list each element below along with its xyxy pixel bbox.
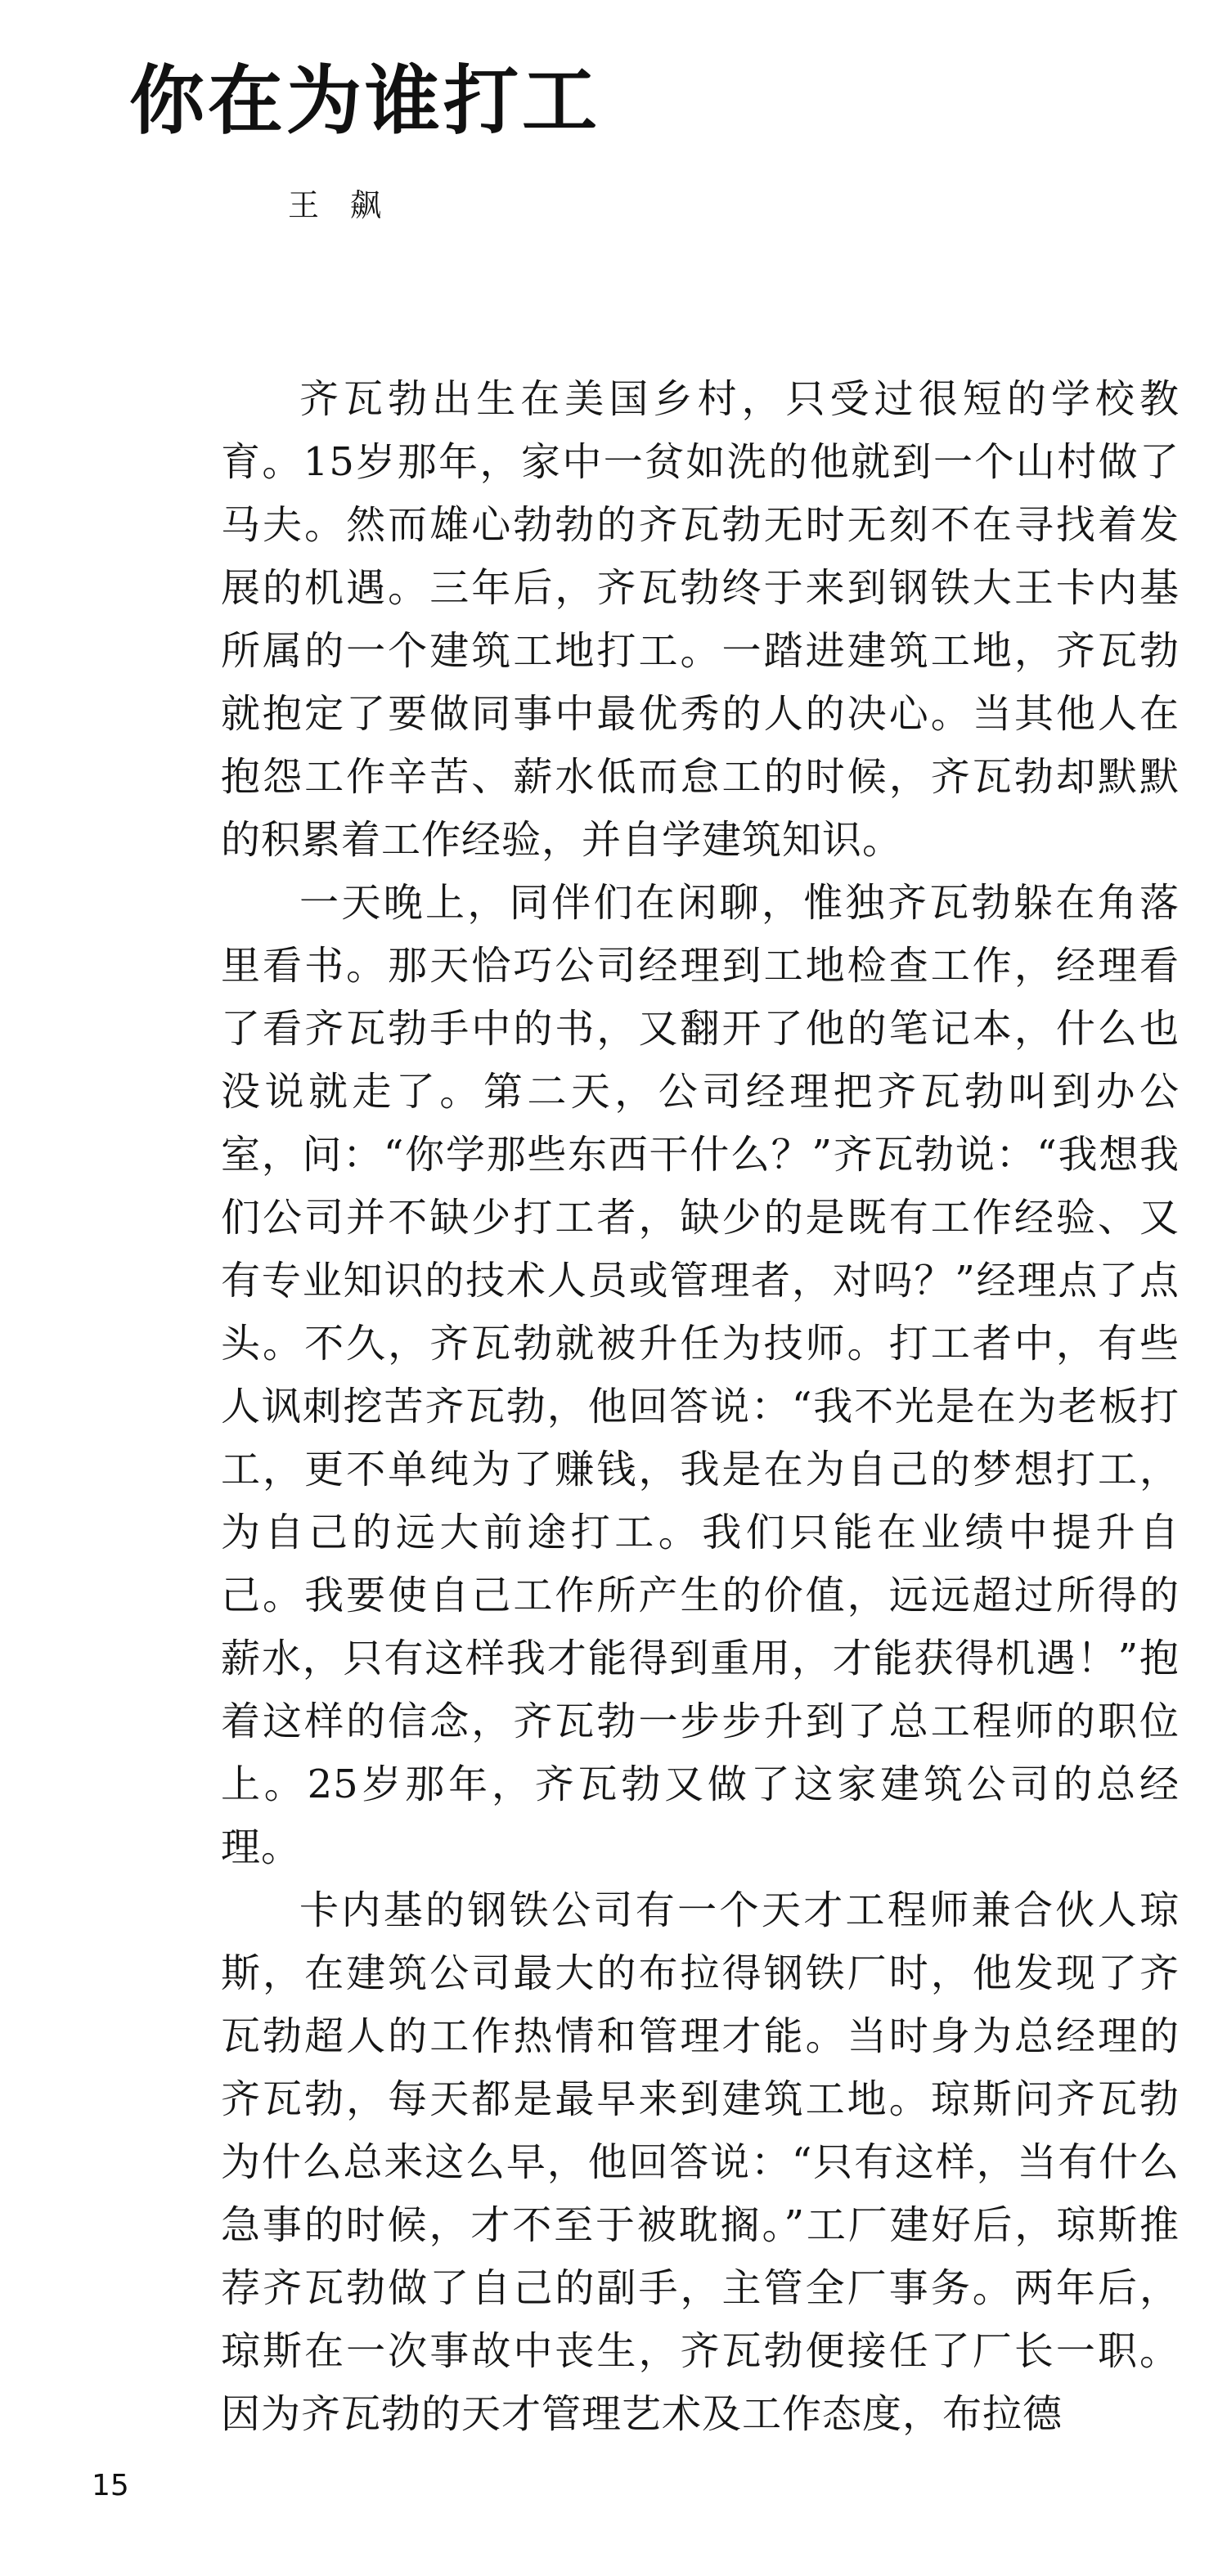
paragraph: 卡内基的钢铁公司有一个天才工程师兼合伙人琼斯，在建筑公司最大的布拉得钢铁厂时，他发现了齐瓦勃超人的工作热情和管理才能。当时身为总经理的齐瓦勃，每天都是最早来到建筑工地。琼斯问齐瓦勃为什么总来这么早，他回答说：“只有这样，当有什么急事的时候，才不至于被耽搁。”工厂建好后，琼斯推荐齐瓦勃做了自己的副手，主管全厂事务。两年后，琼斯在一次事故中丧生，齐瓦勃便接任了厂长一职。因为齐瓦勃的天才管理艺术及工作态度，布拉德 [221, 1887, 1180, 2437]
article-title: 你在为谁打工 [129, 57, 601, 145]
paragraph: 一天晚上，同伴们在闲聊，惟独齐瓦勃躲在角落里看书。那天恰巧公司经理到工地检查工作，经理看了看齐瓦勃手中的书，又翻开了他的笔记本，什么也没说就走了。第二天，公司经理把齐瓦勃叫到办公室，问：“你学那些东西干什么？”齐瓦勃说：“我想我们公司并不缺少打工者，缺少的是既有工作经验、又有专业知识的技术人员或管理者，对吗？”经理点了点头。不久，齐瓦勃就被升任为技师。打工者中，有些人讽刺挖苦齐瓦勃，他回答说：“我不光是在为老板打工，更不单纯为了赚钱，我是在为自己的梦想打工，为自己的远大前途打工。我们只能在业绩中提升自己。我要使自己工作所产生的价值，远远超过所得的薪水，只有这样我才能得到重用，才能获得机遇！”抱着这样的信念，齐瓦勃一步步升到了总工程师的职位上。25岁那年，齐瓦勃又做了这家建筑公司的总经理。 [221, 880, 1180, 1870]
article-author: 王 飙 [288, 187, 382, 223]
paragraph: 齐瓦勃出生在美国乡村，只受过很短的学校教育。15岁那年，家中一贫如洗的他就到一个山村做了马夫。然而雄心勃勃的齐瓦勃无时无刻不在寻找着发展的机遇。三年后，齐瓦勃终于来到钢铁大王卡内基所属的一个建筑工地打工。一踏进建筑工地，齐瓦勃就抱定了要做同事中最优秀的人的决心。当其他人在抱怨工作辛苦、薪水低而怠工的时候，齐瓦勃却默默的积累着工作经验，并自学建筑知识。 [221, 376, 1180, 863]
article-body [221, 368, 1180, 2446]
page-number: 15 [92, 2469, 129, 2502]
